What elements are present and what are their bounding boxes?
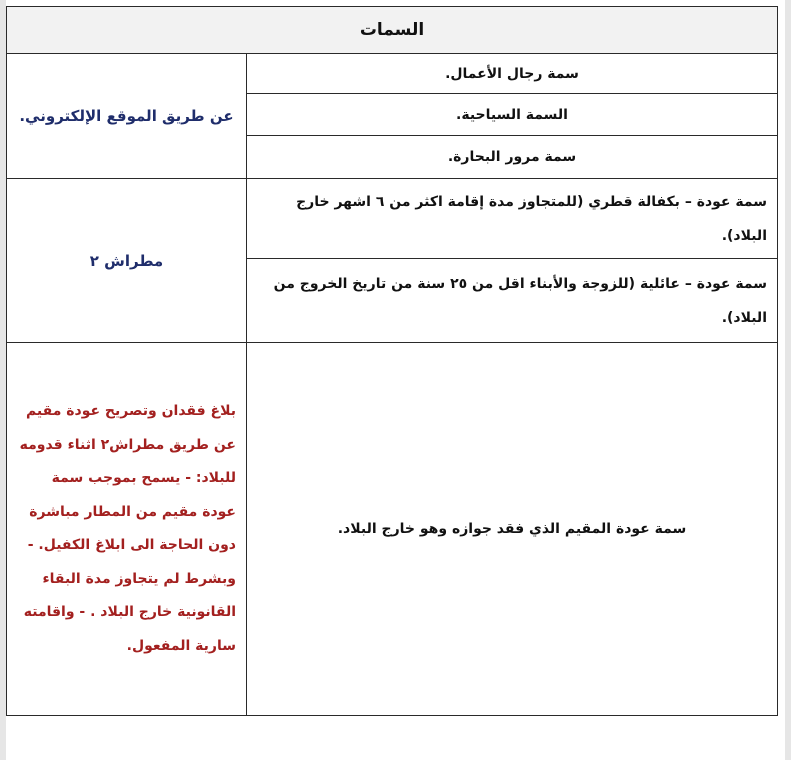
visa-return-sponsor: سمة عودة – بكفالة قطري (للمتجاوز مدة إقامة اكثر من ٦ اشهر خارج البلاد). bbox=[247, 179, 778, 259]
visa-business: سمة رجال الأعمال. bbox=[247, 54, 778, 94]
visa-seafarers-transit: سمة مرور البحارة. bbox=[247, 136, 778, 179]
channel-website: عن طريق الموقع الإلكتروني. bbox=[7, 54, 247, 179]
table-header: السمات bbox=[7, 7, 778, 54]
visas-table bbox=[6, 6, 778, 716]
channel-metrash2: مطراش ٢ bbox=[7, 179, 247, 343]
lost-passport-note: بلاغ فقدان وتصريح عودة مقيم عن طريق مطراش٢ اثناء قدومه للبلاد: - يسمح بموجب سمة عودة مقيم من المطار مباشرة دون الحاجة الى ابلاغ الكفيل. - وبشرط لم يتجاوز مدة البقاء القانونية خارج البلاد . - واقامته سارية المفعول. bbox=[7, 343, 247, 716]
visa-tourist: السمة السياحية. bbox=[247, 94, 778, 136]
page-edge-right bbox=[785, 0, 791, 760]
visa-return-lost-passport: سمة عودة المقيم الذي فقد جوازه وهو خارج البلاد. bbox=[247, 343, 778, 716]
visa-return-family: سمة عودة – عائلية (للزوجة والأبناء اقل من ٢٥ سنة من تاريخ الخروج من البلاد). bbox=[247, 259, 778, 343]
